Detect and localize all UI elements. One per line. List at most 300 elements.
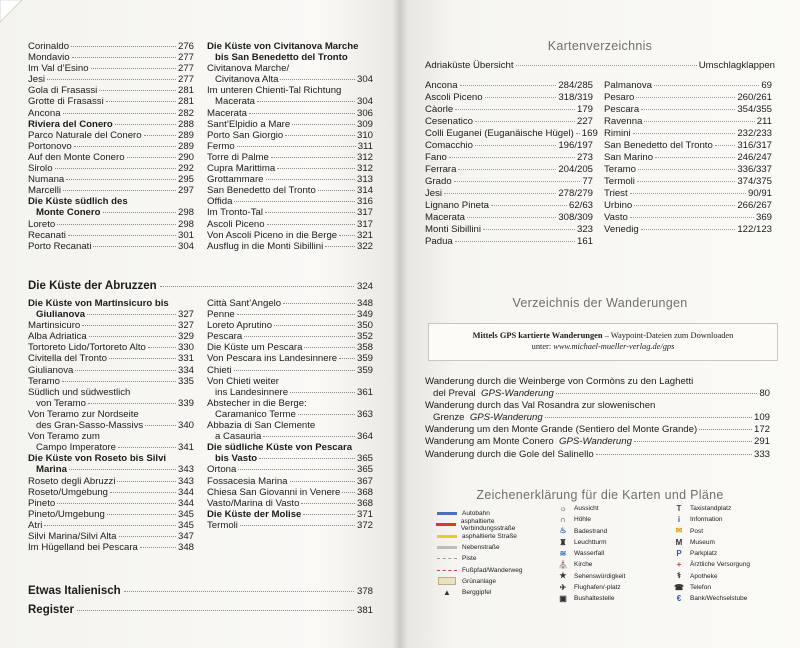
entry-page: 369	[755, 212, 772, 223]
map-entry	[425, 140, 593, 152]
entry-title: San Benedetto del Tronto	[604, 140, 713, 151]
legend-item	[436, 564, 546, 575]
hike-title: Wanderung durch das Val Rosandra zur slowenischen	[425, 400, 656, 412]
entry-page: 371	[356, 508, 373, 520]
toc-entry	[207, 174, 373, 185]
entry-title: Cupra Marittima	[207, 163, 276, 175]
legend-item	[672, 526, 782, 537]
entry-title: Die Küste der Molise	[207, 508, 302, 520]
map-entry	[604, 188, 772, 200]
legend-item	[672, 548, 782, 559]
entry-page: 343	[177, 464, 194, 476]
entry-page: 365	[356, 464, 373, 476]
legend-label: Wasserfall	[574, 550, 605, 558]
entry-title: Termoli	[604, 176, 635, 187]
hike-entry-line1	[425, 376, 770, 388]
entry-page: 364	[356, 431, 373, 443]
legend-item	[556, 503, 666, 514]
legend-label: Piste	[462, 555, 477, 563]
gps-tag: GPS-Wanderung	[469, 412, 543, 424]
entry-title: Loreto	[28, 218, 56, 230]
entry-page: 334	[177, 364, 194, 376]
legend-label: Bank/Wechselstube	[690, 595, 748, 603]
leuchtturm-icon: ♜	[559, 537, 567, 547]
entry-page: 313	[356, 174, 373, 186]
toc-entry	[28, 509, 194, 520]
legend-item	[672, 559, 782, 570]
fussweg-line	[436, 566, 458, 575]
entry-title: Palmanova	[604, 80, 652, 91]
toc-entry	[28, 320, 194, 331]
map-entry	[425, 236, 593, 248]
entry-page: 297	[177, 185, 194, 197]
toc-entry	[207, 163, 373, 174]
legend-item	[556, 559, 666, 570]
hike-list	[425, 376, 770, 461]
entry-title: Roseto degli Abruzzi	[28, 475, 116, 487]
wanderungen-title: Verzeichnis der Wanderungen	[512, 296, 688, 310]
entry-page: 323	[576, 224, 593, 235]
entry-title: Die Küste um Pescara	[207, 342, 303, 354]
toc-entry	[207, 52, 373, 63]
entry-title: Penne	[207, 309, 235, 321]
legend-item	[556, 526, 666, 537]
toc-entry	[28, 108, 194, 119]
entry-page: 359	[356, 353, 373, 365]
telefon-icon: ☎	[674, 582, 684, 592]
entry-title: des Gran-Sasso-Massivs	[36, 420, 144, 432]
entry-title: Silvi Marina/Silvi Alta	[28, 530, 117, 542]
entry-title: Von Chieti weiter	[207, 375, 279, 387]
toc-entry	[207, 241, 373, 252]
legend-label: Sehenswürdigkeit	[574, 572, 626, 580]
toc-entry	[28, 431, 194, 442]
entry-title: Ancona	[425, 80, 458, 91]
entry-title: Porto San Giorgio	[207, 129, 284, 141]
entry-title: Die Küste von Roseto bis Silvi	[28, 453, 167, 465]
toc-entry	[28, 464, 194, 475]
entry-page: 284/285	[558, 80, 593, 91]
toc-entry	[207, 453, 373, 464]
toc-entry	[28, 420, 194, 431]
page-corner-fold	[0, 0, 22, 22]
toc-column-2	[207, 41, 373, 252]
hike-title: Wanderung um den Monte Grande (Sentiero del Monte Grande)	[425, 424, 698, 436]
entry-page: 318/319	[558, 92, 593, 103]
entry-title: Von Ascoli Piceno in die Berge	[207, 229, 338, 241]
toc-entry	[207, 74, 373, 85]
entry-title: Ancona	[28, 107, 61, 119]
hike-page: 80	[759, 388, 770, 400]
toc-entry	[28, 298, 194, 309]
entry-page: 304	[177, 240, 194, 252]
toc-entry	[207, 96, 373, 107]
legend-label: Grünanlage	[462, 577, 496, 585]
toc-entry	[28, 487, 194, 498]
toc-entry	[207, 219, 373, 230]
legend-item	[436, 531, 546, 542]
toc-section-abruzzen	[28, 280, 373, 292]
entry-title: Ortona	[207, 464, 237, 476]
map-entry	[604, 140, 772, 152]
entry-page: 246/247	[737, 152, 772, 163]
entry-title: Roseto/Umgebung	[28, 486, 108, 498]
toc-column-4	[207, 298, 373, 531]
toc-entry	[28, 365, 194, 376]
entry-title: Gola di Frasassi	[28, 85, 98, 97]
toc-entry	[28, 241, 194, 252]
entry-page: 345	[177, 508, 194, 520]
map-entry	[604, 116, 772, 128]
entry-page: 306	[356, 107, 373, 119]
toc-entry	[28, 398, 194, 409]
map-entry	[425, 152, 593, 164]
entry-title: Venedig	[604, 224, 639, 235]
toc-entry	[207, 185, 373, 196]
legend-label: Museum	[690, 538, 715, 546]
entry-title: Comacchio	[425, 140, 473, 151]
map-entry	[425, 224, 593, 236]
entry-title: Cesenatico	[425, 116, 473, 127]
entry-page: 266/267	[737, 200, 772, 211]
toc-entry	[207, 130, 373, 141]
entry-page: 327	[177, 320, 194, 332]
entry-page: 288	[177, 118, 194, 130]
entry-page: 367	[356, 475, 373, 487]
entry-title: Grotte di Frasassi	[28, 96, 104, 108]
karten-list-left	[425, 80, 598, 248]
entry-title: Ascoli Piceno	[207, 218, 265, 230]
entry-page: 361	[356, 386, 373, 398]
entry-page: 292	[177, 163, 194, 175]
gps-info-box	[428, 323, 778, 361]
map-entry	[425, 164, 593, 176]
kirche-icon: ⛪	[558, 560, 568, 570]
section-title: Die Küste der Abruzzen	[28, 280, 157, 292]
entry-page: 298	[177, 218, 194, 230]
sehenswuerdigkeit-icon: ★	[559, 571, 567, 581]
map-entry	[425, 176, 593, 188]
entry-page: 169	[581, 128, 598, 139]
entry-title: Teramo	[604, 164, 636, 175]
entry-page: 304	[356, 96, 373, 108]
toc-entry	[207, 298, 373, 309]
toc-entry	[28, 453, 194, 464]
section-title: Register	[28, 604, 75, 616]
wasserfall-icon: ≋	[559, 548, 567, 558]
post-icon: ✉	[675, 526, 683, 536]
legend-label: Post	[690, 527, 704, 535]
entry-page: 316/317	[737, 140, 772, 151]
entry-title: Macerata	[207, 107, 247, 119]
toc-entry	[28, 309, 194, 320]
map-entry	[425, 188, 593, 200]
legend-item	[556, 593, 666, 604]
entry-title: Numana	[28, 174, 65, 186]
entry-page: 179	[576, 104, 593, 115]
entry-title: Giulianova	[28, 364, 74, 376]
toc-entry	[28, 74, 194, 85]
legend-title: Zeichenerklärung für die Karten und Pläne	[476, 488, 724, 502]
entry-page: 368	[356, 497, 373, 509]
asphalt-verbindung-line	[436, 520, 457, 529]
entry-page: 90/91	[747, 188, 772, 199]
entry-page: 312	[356, 151, 373, 163]
entry-page: 339	[177, 397, 194, 409]
nebenstrasse-line	[436, 543, 458, 552]
autobahn-line	[436, 509, 458, 518]
entry-page: 348	[177, 542, 194, 554]
entry-page: 260/261	[737, 92, 772, 103]
section-title: Etwas Italienisch	[28, 585, 121, 597]
map-entry	[425, 104, 593, 116]
entry-page: 62/63	[568, 200, 593, 211]
toc-entry	[28, 387, 194, 398]
hoehle-icon: ∩	[560, 514, 566, 524]
toc-entry	[207, 464, 373, 475]
entry-title: Südlich und südwestlich	[28, 386, 131, 398]
hike-page: 172	[753, 424, 770, 436]
entry-title: Vasto/Marina di Vasto	[207, 497, 300, 509]
hike-entry	[425, 436, 770, 448]
entry-title: Grottammare	[207, 174, 264, 186]
map-entry	[604, 200, 772, 212]
toc-entry	[28, 130, 194, 141]
entry-title: Mondavio	[28, 52, 70, 64]
entry-page: 340	[177, 420, 194, 432]
entry-title: Ferrara	[425, 164, 457, 175]
map-name: Adriaküste Übersicht	[425, 60, 514, 71]
section-page: 324	[356, 281, 373, 292]
entry-page: 314	[356, 185, 373, 197]
entry-title: Von Teramo zum	[28, 431, 100, 443]
entry-page: 232/233	[737, 128, 772, 139]
entry-title: Jesi	[425, 188, 443, 199]
legend-label: Berggipfel	[462, 589, 492, 597]
hike-entry	[425, 424, 770, 436]
entry-title: Alba Adriatica	[28, 331, 87, 343]
entry-page: 277	[177, 52, 194, 64]
entry-page: 363	[356, 408, 373, 420]
toc-entry	[207, 141, 373, 152]
entry-page: 349	[356, 309, 373, 321]
legend-item	[436, 553, 546, 564]
hike-page: 333	[753, 448, 770, 460]
hike-entry	[425, 449, 770, 461]
entry-title: Macerata	[425, 212, 465, 223]
toc-entry	[207, 487, 373, 498]
toc-entry	[28, 96, 194, 107]
entry-title: Martinsicuro	[28, 320, 81, 332]
map-entry	[604, 164, 772, 176]
entry-page: 282	[177, 107, 194, 119]
entry-title: Civitanova Alta	[215, 74, 279, 86]
entry-page: 344	[177, 486, 194, 498]
hike-entry	[425, 412, 770, 424]
legend-item	[436, 576, 546, 587]
entry-title: Triest	[604, 188, 628, 199]
hike-title-cont: del Preval	[433, 388, 476, 400]
toc-entry	[207, 152, 373, 163]
hike-title: Wanderung durch die Weinberge von Cormòns zu den Laghetti	[425, 376, 694, 387]
toc-entry	[28, 63, 194, 74]
entry-title: Abstecher in die Berge:	[207, 397, 307, 409]
entry-page: 289	[177, 140, 194, 152]
entry-title: Torre di Palme	[207, 151, 269, 163]
entry-page: 317	[356, 218, 373, 230]
legend-item	[436, 587, 546, 598]
toc-entry	[207, 230, 373, 241]
entry-page: 290	[177, 151, 194, 163]
entry-title: Fano	[425, 152, 447, 163]
karten-overview-row	[425, 60, 775, 72]
entry-title: Tortoreto Lido/Tortoreto Alto	[28, 342, 146, 354]
legend-column-2	[556, 503, 666, 605]
entry-title: Campo Imperatore	[36, 442, 116, 454]
toc-entry	[28, 141, 194, 152]
entry-title: Marcelli	[28, 185, 62, 197]
legend-item	[556, 548, 666, 559]
entry-title: Pesaro	[604, 92, 635, 103]
gps-url-link[interactable]: www.michael-mueller-verlag.de/gps	[553, 342, 675, 351]
entry-page: 368	[356, 486, 373, 498]
entry-page: 295	[177, 174, 194, 186]
toc-entry	[207, 207, 373, 218]
entry-title: San Marino	[604, 152, 654, 163]
entry-page: 277	[177, 63, 194, 75]
entry-title: Sirolo	[28, 163, 53, 175]
entry-title: Im Val d’Esino	[28, 63, 89, 75]
toc-entry	[28, 531, 194, 542]
entry-page: 204/205	[558, 164, 593, 175]
information-icon: i	[677, 514, 681, 524]
entry-title: Chieti	[207, 364, 232, 376]
entry-page: 336/337	[737, 164, 772, 175]
museum-icon: M	[675, 537, 683, 547]
entry-title: von Teramo	[36, 397, 86, 409]
toc-entry	[207, 196, 373, 207]
entry-page: 354/355	[737, 104, 772, 115]
entry-title: Sant’Elpidio a Mare	[207, 118, 291, 130]
entry-title: Im Hügelland bei Pescara	[28, 542, 138, 554]
toc-entry	[207, 409, 373, 420]
entry-title: Auf den Monte Conero	[28, 151, 125, 163]
entry-title: Ausflug in die Monti Sibillini	[207, 240, 324, 252]
entry-title: Pescara	[207, 331, 243, 343]
toc-entry	[28, 331, 194, 342]
legend-item	[672, 537, 782, 548]
toc-entry	[28, 409, 194, 420]
entry-title: Marina	[36, 464, 67, 476]
entry-page: 358	[356, 342, 373, 354]
entry-title: Rimini	[604, 128, 631, 139]
toc-entry	[207, 309, 373, 320]
hike-page: 291	[753, 436, 770, 448]
entry-title: Offida	[207, 196, 233, 208]
toc-entry	[207, 509, 373, 520]
toc-entry	[28, 174, 194, 185]
toc-column-1	[28, 41, 194, 252]
entry-page: 317	[356, 207, 373, 219]
entry-title: Im unteren Chienti-Tal Richtung	[207, 85, 342, 97]
entry-title: Von Teramo zur Nordseite	[28, 408, 139, 420]
toc-entry	[207, 63, 373, 74]
entry-title: Vasto	[604, 212, 628, 223]
map-entry	[604, 224, 772, 236]
bank-icon: €	[676, 594, 682, 604]
entry-title: Von Pescara ins Landesinnere	[207, 353, 338, 365]
entry-title: Termoli	[207, 519, 238, 531]
legend-item	[436, 519, 546, 530]
legend-label: Aussicht	[574, 505, 599, 512]
entry-page: 348	[356, 298, 373, 309]
toc-entry	[207, 331, 373, 342]
map-entry	[604, 92, 772, 104]
toc-entry	[28, 152, 194, 163]
legend-label: Leuchtturm	[574, 538, 607, 546]
legend-label: Badestrand	[574, 527, 608, 535]
toc-entry	[28, 119, 194, 130]
entry-page: 211	[756, 116, 772, 127]
toc-entry	[28, 52, 194, 63]
toc-entry	[207, 476, 373, 487]
map-entry	[425, 116, 593, 128]
entry-title: Parco Naturale del Conero	[28, 129, 142, 141]
bushaltestelle-icon: ▣	[559, 594, 567, 604]
legend-item	[672, 582, 782, 593]
entry-title: Monti Sibillini	[425, 224, 481, 235]
entry-title: Città Sant’Angelo	[207, 298, 282, 309]
entry-page: 309	[356, 118, 373, 130]
legend-label: Fußpfad/Wanderweg	[462, 566, 523, 574]
entry-page: 308/309	[558, 212, 593, 223]
entry-title: Civitanova Marche/	[207, 63, 290, 75]
entry-page: 330	[177, 342, 194, 354]
entry-title: Macerata	[215, 96, 255, 108]
entry-title: Pineto/Umgebung	[28, 508, 105, 520]
section-page: 378	[356, 586, 373, 597]
legend-label: Parkplatz	[690, 550, 718, 558]
toc-entry	[207, 398, 373, 409]
legend-label: asphaltierte Verbindungsstraße	[460, 517, 516, 532]
toc-entry	[28, 476, 194, 487]
toc-entry	[28, 542, 194, 553]
legend-item	[672, 593, 782, 604]
badestrand-icon: ♨	[559, 526, 567, 536]
entry-title: Recanati	[28, 229, 66, 241]
aussicht-icon: ☼	[559, 503, 567, 513]
map-entry	[425, 80, 593, 92]
toc-entry	[207, 442, 373, 453]
toc-entry	[28, 230, 194, 241]
entry-title: bis Vasto	[215, 453, 258, 465]
section-page: 381	[356, 605, 373, 616]
entry-title: Corinaldo	[28, 41, 70, 52]
entry-title: ins Landesinnere	[215, 386, 289, 398]
flughafen-icon: ✈	[559, 582, 567, 592]
entry-title: Monte Conero	[36, 207, 101, 219]
entry-title: Grado	[425, 176, 452, 187]
entry-page: 196/197	[558, 140, 593, 151]
entry-title: Im Tronto-Tal	[207, 207, 263, 219]
legend-label: Information	[690, 516, 723, 524]
entry-title: Civitella del Tronto	[28, 353, 107, 365]
map-entry	[604, 212, 772, 224]
gps-tag: GPS-Wanderung	[481, 388, 554, 400]
toc-entry	[207, 520, 373, 531]
entry-page: 281	[177, 96, 194, 108]
toc-column-3	[28, 298, 194, 553]
